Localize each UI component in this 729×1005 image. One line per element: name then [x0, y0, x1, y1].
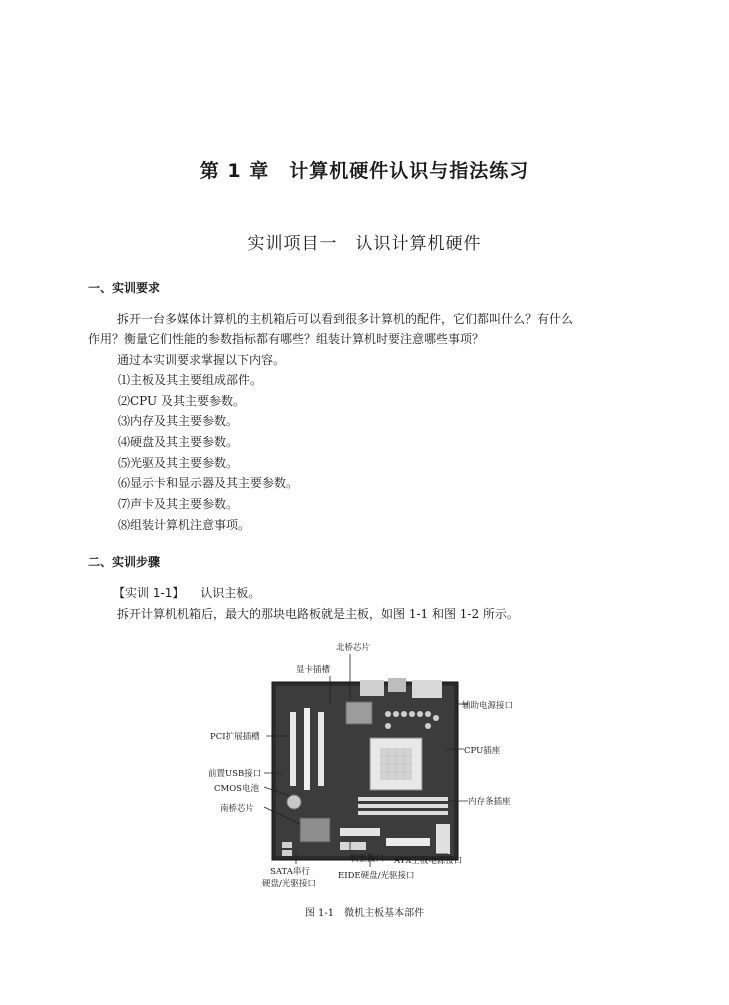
label-front-usb: 前置USB接口: [208, 769, 262, 779]
list-item: ⑸光驱及其主要参数。: [118, 455, 239, 470]
label-sata-line1: SATA串行: [270, 867, 310, 877]
label-floppy: 软驱接口: [350, 854, 385, 864]
paragraph-line: 作用？衡量它们性能的参数指标都有哪些？组装计算机时要注意哪些事项？: [88, 332, 485, 346]
list-item: ⑵CPU 及其主要参数。: [118, 393, 245, 408]
list-item: ⑻组装计算机注意事项。: [118, 517, 251, 532]
list-item: ⑴主板及其主要组成部件。: [118, 373, 263, 387]
task-tag: 【实训 1-1】: [113, 586, 185, 600]
label-cmos: CMOS电池: [214, 784, 259, 794]
chapter-title: 第 1 章 计算机硬件认识与指法练习: [199, 160, 530, 182]
label-eide: EIDE硬盘/光驱接口: [338, 871, 415, 881]
paragraph-line: 拆开一台多媒体计算机的主机箱后可以看到很多计算机的配件，它们都叫什么？有什么: [117, 312, 574, 326]
label-cpu-socket: CPU插座: [464, 746, 501, 756]
paragraph-line: 拆开计算机机箱后，最大的那块电路板就是主板，如图 1-1 和图 1-2 所示。: [117, 607, 519, 621]
list-item: ⑺声卡及其主要参数。: [118, 497, 239, 512]
label-north-bridge: 北桥芯片: [336, 643, 371, 653]
figure-caption: 图 1-1 微机主板基本部件: [304, 908, 425, 919]
paragraph-line: 通过本实训要求掌握以下内容。: [117, 353, 286, 367]
list-item: ⑷硬盘及其主要参数。: [118, 435, 239, 450]
motherboard-figure: [190, 642, 530, 892]
label-atx-power: ATX主板电源接口: [394, 856, 463, 866]
heading-requirements: 一、实训要求: [88, 281, 161, 295]
label-gpu-slot: 显卡插槽: [296, 665, 331, 675]
section-title: 实训项目一 认识计算机硬件: [247, 234, 482, 254]
label-aux-power: 辅助电源接口: [462, 701, 514, 711]
list-item: ⑶内存及其主要参数。: [118, 414, 239, 429]
label-memory-slot: 内存条插座: [468, 797, 511, 807]
label-south-bridge: 南桥芯片: [220, 804, 255, 814]
label-pci-slot: PCI扩展插槽: [210, 732, 260, 742]
requirements-list: [118, 371, 298, 537]
heading-steps: 二、实训步骤: [88, 555, 161, 569]
task-line: [113, 583, 260, 603]
label-sata-line2: 硬盘/光驱接口: [262, 879, 316, 889]
task-text: 认识主板。: [200, 586, 261, 600]
list-item: ⑹显示卡和显示器及其主要参数。: [118, 476, 299, 491]
